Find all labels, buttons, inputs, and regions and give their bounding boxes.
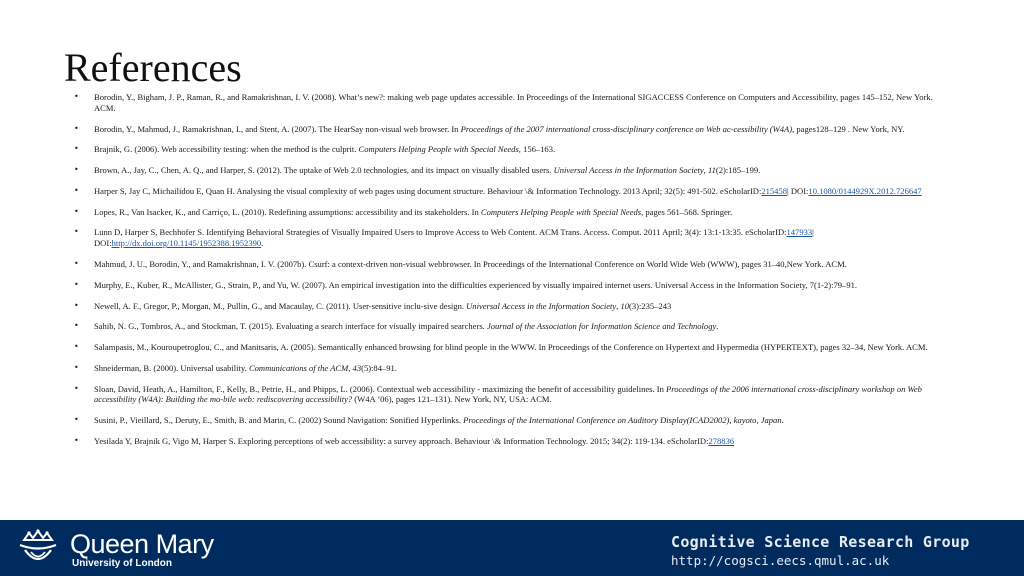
- university-subtitle: University of London: [72, 558, 172, 569]
- reference-item: [71, 124, 951, 135]
- bullet-icon: •: [74, 92, 79, 101]
- research-group-title: Cognitive Science Research Group: [671, 533, 970, 551]
- escholar-link[interactable]: 215458: [761, 185, 787, 196]
- reference-item: [71, 363, 951, 374]
- doi-link[interactable]: http://dx.doi.org/10.1145/1952388.1952390: [111, 238, 262, 249]
- reference-text: Susini, P., Vieillard, S., Deruty, E., Smith, B. and Marin, C. (2002) Sound Navigation: Sonified Hyperlinks.: [94, 415, 464, 426]
- reference-text: Yesilada Y, Brajnik G, Vigo M, Harper S. Exploring perceptions of web accessibility: a survey approach. Behaviour \& Information Technology. 2015; 34(2): 119-134. eScholarID:: [94, 436, 709, 447]
- references-list: [71, 92, 951, 447]
- university-name: Queen Mary: [70, 529, 214, 559]
- bullet-icon: •: [74, 342, 79, 352]
- reference-source: Proceedings of the 2006 international cross-disciplinary workshop on Web accessibility (W4A): Building the mo-bile web: rediscovering accessibility?: [94, 383, 922, 405]
- reference-text: Lopes, R., Van Isacker, K., and Carriço, L. (2010). Redefining assumptions: accessibility and its stakeholders. In: [94, 206, 481, 217]
- reference-text: ,: [348, 362, 353, 373]
- reference-text: Lunn D, Harper S, Bechhofer S. Identifying Behavioral Strategies of Visually Impaired Users to Improve Access to Web Content. ACM Trans. Access. Comput. 2011 April; 3(4): 13:1-13:35. eScholarID:: [94, 227, 787, 238]
- bullet-icon: •: [74, 185, 79, 195]
- reference-source: Proceedings of the International Conference on Auditory Display(ICAD2002), kayoto, Japan.: [463, 415, 784, 426]
- reference-item: [71, 227, 951, 248]
- reference-item: [71, 384, 951, 405]
- reference-source: Universal Access in the Information Society: [553, 165, 704, 176]
- page-title: References: [64, 45, 242, 90]
- reference-text: (W4A ’06), pages 121–131). New York, NY, USA: ACM.: [352, 394, 552, 405]
- reference-source: Universal Access in the Information Society: [466, 300, 617, 311]
- reference-item: [71, 415, 951, 426]
- reference-item: [71, 301, 951, 312]
- reference-text: | DOI:: [94, 227, 814, 249]
- escholar-link[interactable]: 278836: [708, 436, 735, 447]
- reference-text: Salampasis, M., Kouroupetroglou, C., and Manitsaris, A. (2005). Semantically enhanced browsing for blind people in the WWW. In Proceedings of the Conference on Hypertext and Hypermedia (HYPERTEXT), pages 32–34, New York. ACM.: [94, 342, 928, 353]
- reference-source: Journal of the Association for Information Science and Technology: [486, 321, 717, 332]
- reference-text: .: [261, 238, 264, 249]
- bullet-icon: •: [74, 227, 79, 237]
- reference-item: [71, 186, 951, 197]
- reference-text: pages128–129 . New York, NY.: [794, 123, 905, 134]
- bullet-icon: •: [74, 362, 79, 372]
- reference-text: (5):84–91.: [361, 362, 397, 373]
- reference-source: Communications of the ACM: [248, 362, 349, 373]
- reference-text: ,: [616, 300, 621, 311]
- reference-text: Borodin, Y., Bigham, J. P., Raman, R., and Ramakrishnan, I. V. (2008). What’s new?: making web page updates accessible. In Proceedings of the International SIGACCESS Conference on Computers and Accessibility, pages 145–152, New York. ACM.: [94, 92, 933, 113]
- reference-text: Borodin, Y., Mahmud, J., Ramakrishnan, I., and Stent, A. (2007). The HearSay non-visual web browser. In: [94, 123, 461, 134]
- bullet-icon: •: [74, 165, 79, 175]
- reference-volume: 11: [707, 165, 716, 176]
- reference-text: Harper S, Jay C, Michailidou E, Quan H. Analysing the visual complexity of web pages using document structure. Behaviour \& Information Technology. 2013 April; 32(5): 491-502. eScholarID:: [94, 185, 762, 196]
- reference-text: Newell, A. F., Gregor, P., Morgan, M., Pullin, G., and Macaulay, C. (2011). User-sensitive inclu-sive design.: [94, 300, 467, 311]
- bullet-icon: •: [74, 321, 79, 331]
- reference-text: ,: [703, 165, 708, 176]
- reference-text: Mahmud, J. U., Borodin, Y., and Ramakrishnan, I. V. (2007b). Csurf: a context-driven non-visual webbrowser. In Proceedings of the International Conference on World Wide Web (WWW), pages 31–40,New York. ACM.: [94, 258, 847, 269]
- reference-text: Murphy, E., Kuber, R., McAllister, G., Strain, P., and Yu, W. (2007). An empirical investigation into the difficulties experienced by visually impaired internet users. Universal Access in the Information Society, 7(1-2):79–91.: [94, 279, 858, 290]
- reference-source: Computers Helping People with Special Needs: [358, 144, 519, 155]
- reference-item: [71, 259, 951, 270]
- reference-text: , 156–163.: [518, 144, 556, 155]
- reference-item: [71, 92, 951, 113]
- reference-item: [71, 321, 951, 332]
- bullet-icon: •: [74, 206, 79, 216]
- reference-item: [71, 144, 951, 155]
- reference-text: Brajnik, G. (2006). Web accessibility testing: when the method is the culprit.: [94, 144, 359, 155]
- reference-text: (2):185–199.: [715, 165, 761, 176]
- doi-link[interactable]: 10.1080/0144929X.2012.726647: [808, 185, 922, 196]
- reference-text: .: [716, 321, 719, 332]
- bullet-icon: •: [74, 415, 79, 425]
- reference-text: | DOI:: [787, 185, 809, 196]
- reference-text: Sahib, N. G., Tombros, A., and Stockman, T. (2015). Evaluating a search interface for visually impaired searchers.: [94, 321, 487, 332]
- footer-banner: [0, 520, 1024, 576]
- bullet-icon: •: [74, 300, 79, 310]
- reference-source: Computers Helping People with Special Needs: [480, 206, 642, 217]
- reference-item: [71, 165, 951, 176]
- bullet-icon: •: [74, 436, 79, 446]
- reference-item: [71, 207, 951, 218]
- reference-text: Brown, A., Jay, C., Chen, A. Q., and Harper, S. (2012). The uptake of Web 2.0 technologies, and its impact on visually disabled users.: [94, 165, 554, 176]
- reference-volume: 10: [620, 300, 630, 311]
- reference-item: [71, 436, 951, 447]
- reference-text: , pages 561–568. Springer.: [641, 206, 733, 217]
- reference-text: Sloan, David, Heath, A., Hamilton, F., Kelly, B., Petrie, H., and Phipps, L. (2006). Contextual web accessibility - maximizing the benefit of accessibility guidelines. In: [94, 383, 667, 394]
- reference-text: Shneiderman, B. (2000). Universal usability.: [94, 362, 249, 373]
- research-group-url[interactable]: http://cogsci.eecs.qmul.ac.uk: [671, 553, 890, 568]
- bullet-icon: •: [74, 144, 79, 154]
- escholar-link[interactable]: 147933: [786, 227, 813, 238]
- bullet-icon: •: [74, 383, 79, 393]
- bullet-icon: •: [74, 123, 79, 133]
- reference-item: [71, 280, 951, 291]
- bullet-icon: •: [74, 258, 79, 268]
- crown-shield-icon: [16, 528, 60, 568]
- reference-text: (3):235–243: [629, 300, 672, 311]
- reference-volume: 43: [352, 362, 362, 373]
- reference-item: [71, 342, 951, 353]
- reference-source: Proceedings of the 2007 international cross-disciplinary conference on Web ac-cessibility (W4A),: [460, 123, 795, 134]
- bullet-icon: •: [74, 279, 79, 289]
